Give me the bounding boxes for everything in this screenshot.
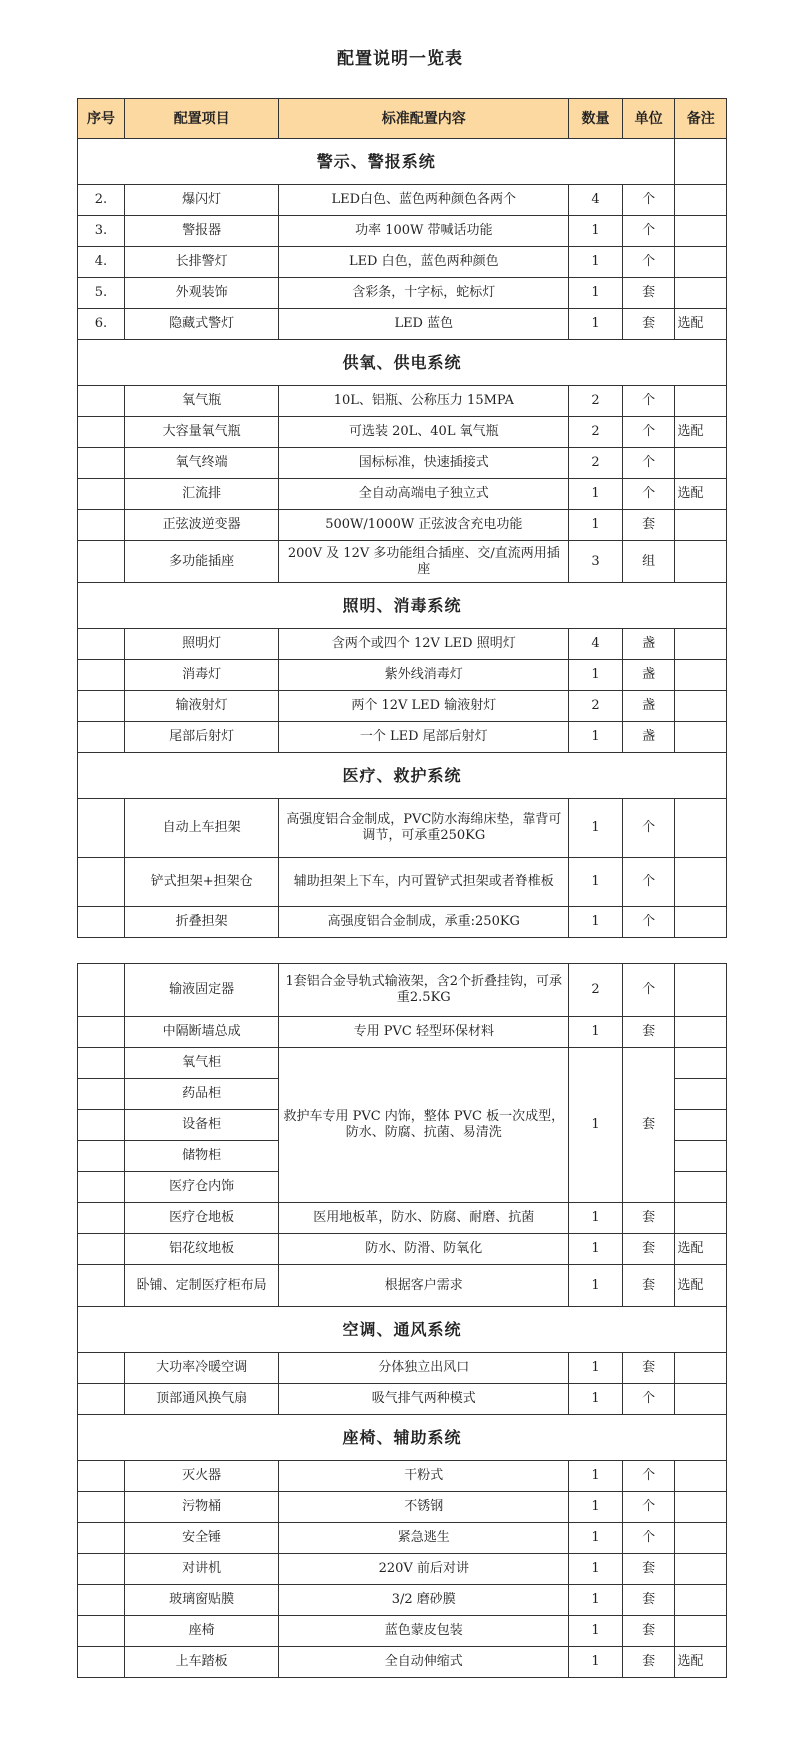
cell-content: 干粉式 bbox=[279, 1461, 569, 1492]
cell-no bbox=[78, 417, 125, 448]
cell-note bbox=[675, 1616, 727, 1647]
cell-note bbox=[675, 1384, 727, 1415]
cell-unit: 个 bbox=[622, 799, 675, 858]
cell-qty: 1 bbox=[569, 907, 623, 938]
cell-note bbox=[675, 185, 727, 216]
cell-qty: 4 bbox=[569, 185, 623, 216]
section-title: 医疗、救护系统 bbox=[78, 753, 727, 799]
cell-unit: 个 bbox=[622, 417, 675, 448]
cell-note bbox=[675, 1461, 727, 1492]
cell-item: 消毒灯 bbox=[124, 660, 278, 691]
cell-unit: 个 bbox=[622, 1523, 675, 1554]
cell-content: 分体独立出风口 bbox=[279, 1353, 569, 1384]
cell-qty: 1 bbox=[569, 1492, 623, 1523]
cell-content: 含两个或四个 12V LED 照明灯 bbox=[279, 629, 569, 660]
table-row bbox=[78, 660, 727, 691]
cell-qty: 1 bbox=[569, 1616, 623, 1647]
cell-unit: 个 bbox=[622, 386, 675, 417]
cell-qty: 3 bbox=[569, 541, 623, 583]
cell-unit-merged: 套 bbox=[622, 1048, 675, 1203]
cell-note bbox=[675, 1492, 727, 1523]
cell-content: 功率 100W 带喊话功能 bbox=[279, 216, 569, 247]
cell-item: 正弦波逆变器 bbox=[124, 510, 278, 541]
cell-item: 多功能插座 bbox=[124, 541, 278, 583]
cell-qty: 2 bbox=[569, 691, 623, 722]
cell-content: 紧急逃生 bbox=[279, 1523, 569, 1554]
cell-content: 10L、铝瓶、公称压力 15MPA bbox=[279, 386, 569, 417]
table-row bbox=[78, 309, 727, 340]
cell-no bbox=[78, 858, 125, 907]
cell-no bbox=[78, 799, 125, 858]
cell-note: 选配 bbox=[675, 1647, 727, 1678]
cell-item: 中隔断墙总成 bbox=[124, 1017, 278, 1048]
cell-no bbox=[78, 691, 125, 722]
cell-qty: 1 bbox=[569, 1203, 623, 1234]
cell-no bbox=[78, 1203, 125, 1234]
cell-no bbox=[78, 1048, 125, 1079]
cell-qty: 1 bbox=[569, 247, 623, 278]
cell-qty: 1 bbox=[569, 510, 623, 541]
cell-unit: 套 bbox=[622, 1616, 675, 1647]
cell-unit: 套 bbox=[622, 1017, 675, 1048]
header-content: 标准配置内容 bbox=[279, 99, 569, 139]
cell-content: 220V 前后对讲 bbox=[279, 1554, 569, 1585]
cell-no bbox=[78, 907, 125, 938]
table-row bbox=[78, 1384, 727, 1415]
cell-no bbox=[78, 1017, 125, 1048]
cell-item: 医疗仓地板 bbox=[124, 1203, 278, 1234]
cell-unit: 盏 bbox=[622, 660, 675, 691]
section-row bbox=[78, 583, 727, 629]
cell-content: 1套铝合金导轨式输液架，含2个折叠挂钩，可承重2.5KG bbox=[279, 964, 569, 1017]
cell-no bbox=[78, 1523, 125, 1554]
cell-note bbox=[675, 1353, 727, 1384]
cell-note bbox=[675, 510, 727, 541]
cell-no bbox=[78, 1141, 125, 1172]
cell-note bbox=[675, 907, 727, 938]
cell-no bbox=[78, 1492, 125, 1523]
cell-note bbox=[675, 216, 727, 247]
cell-item: 顶部通风换气扇 bbox=[124, 1384, 278, 1415]
cell-no bbox=[78, 386, 125, 417]
cell-qty: 1 bbox=[569, 1647, 623, 1678]
cell-unit: 套 bbox=[622, 1585, 675, 1616]
cell-item: 隐藏式警灯 bbox=[124, 309, 278, 340]
cell-no: 6. bbox=[78, 309, 125, 340]
section-row bbox=[78, 753, 727, 799]
cell-note bbox=[675, 386, 727, 417]
table-row bbox=[78, 964, 727, 1017]
cell-content: 辅助担架上下车，内可置铲式担架或者脊椎板 bbox=[279, 858, 569, 907]
cell-qty: 1 bbox=[569, 309, 623, 340]
cell-content: 专用 PVC 轻型环保材料 bbox=[279, 1017, 569, 1048]
cell-content: LED 蓝色 bbox=[279, 309, 569, 340]
cell-item: 铲式担架+担架仓 bbox=[124, 858, 278, 907]
cell-note bbox=[675, 858, 727, 907]
cell-no bbox=[78, 510, 125, 541]
cell-unit: 套 bbox=[622, 1647, 675, 1678]
cell-item: 玻璃窗贴膜 bbox=[124, 1585, 278, 1616]
cell-qty: 2 bbox=[569, 417, 623, 448]
table-row bbox=[78, 907, 727, 938]
cell-qty: 1 bbox=[569, 1554, 623, 1585]
cell-qty: 1 bbox=[569, 216, 623, 247]
cell-item: 爆闪灯 bbox=[124, 185, 278, 216]
cell-unit: 个 bbox=[622, 1492, 675, 1523]
cell-unit: 套 bbox=[622, 309, 675, 340]
cell-unit: 盏 bbox=[622, 691, 675, 722]
cell-content: 全自动伸缩式 bbox=[279, 1647, 569, 1678]
cell-unit: 套 bbox=[622, 1554, 675, 1585]
cell-qty: 1 bbox=[569, 660, 623, 691]
cell-note bbox=[675, 1141, 727, 1172]
cell-item: 药品柜 bbox=[124, 1079, 278, 1110]
table-row bbox=[78, 858, 727, 907]
cell-item: 警报器 bbox=[124, 216, 278, 247]
cell-no bbox=[78, 1234, 125, 1265]
cell-note bbox=[675, 1523, 727, 1554]
config-table-part-1 bbox=[77, 98, 727, 938]
cell-note bbox=[675, 1554, 727, 1585]
cell-content: 高强度铝合金制成，承重:250KG bbox=[279, 907, 569, 938]
cell-note: 选配 bbox=[675, 1234, 727, 1265]
cell-content: 防水、防滑、防氧化 bbox=[279, 1234, 569, 1265]
table-header-row bbox=[78, 99, 727, 139]
cell-no bbox=[78, 964, 125, 1017]
section-title: 照明、消毒系统 bbox=[78, 583, 727, 629]
cell-qty: 2 bbox=[569, 386, 623, 417]
cell-item: 自动上车担架 bbox=[124, 799, 278, 858]
cell-qty: 1 bbox=[569, 1234, 623, 1265]
cell-item: 铝花纹地板 bbox=[124, 1234, 278, 1265]
table-row bbox=[78, 1523, 727, 1554]
cell-unit: 个 bbox=[622, 858, 675, 907]
cell-qty: 1 bbox=[569, 1384, 623, 1415]
cell-no bbox=[78, 1554, 125, 1585]
cell-note bbox=[675, 1017, 727, 1048]
cell-content: 可选装 20L、40L 氧气瓶 bbox=[279, 417, 569, 448]
cell-note: 选配 bbox=[675, 309, 727, 340]
cell-note bbox=[675, 1079, 727, 1110]
cell-note bbox=[675, 799, 727, 858]
cell-item: 氧气柜 bbox=[124, 1048, 278, 1079]
cell-note bbox=[675, 660, 727, 691]
cell-qty: 1 bbox=[569, 799, 623, 858]
cell-unit: 盏 bbox=[622, 722, 675, 753]
table-row bbox=[78, 722, 727, 753]
section-title: 空调、通风系统 bbox=[78, 1307, 727, 1353]
cell-content: 两个 12V LED 输液射灯 bbox=[279, 691, 569, 722]
config-table-part-2 bbox=[77, 963, 727, 1678]
cell-note bbox=[675, 278, 727, 309]
cell-qty: 1 bbox=[569, 1523, 623, 1554]
table-row bbox=[78, 1461, 727, 1492]
header-qty: 数量 bbox=[569, 99, 623, 139]
cell-unit: 个 bbox=[622, 448, 675, 479]
section-note-cell bbox=[675, 139, 727, 185]
cell-qty: 1 bbox=[569, 1353, 623, 1384]
cell-content: 不锈钢 bbox=[279, 1492, 569, 1523]
cell-qty: 1 bbox=[569, 722, 623, 753]
table-row bbox=[78, 510, 727, 541]
cell-note: 选配 bbox=[675, 1265, 727, 1307]
table-row bbox=[78, 1234, 727, 1265]
cell-note bbox=[675, 448, 727, 479]
cell-note bbox=[675, 1048, 727, 1079]
cell-qty: 4 bbox=[569, 629, 623, 660]
cell-unit: 组 bbox=[622, 541, 675, 583]
cell-content: 吸气排气两种模式 bbox=[279, 1384, 569, 1415]
cell-no bbox=[78, 1647, 125, 1678]
cell-note: 选配 bbox=[675, 479, 727, 510]
cell-unit: 套 bbox=[622, 1203, 675, 1234]
cell-content-merged: 救护车专用 PVC 内饰，整体 PVC 板一次成型，防水、防腐、抗菌、易清洗 bbox=[279, 1048, 569, 1203]
table-row bbox=[78, 216, 727, 247]
cell-item: 污物桶 bbox=[124, 1492, 278, 1523]
table-row bbox=[78, 247, 727, 278]
cell-item: 灭火器 bbox=[124, 1461, 278, 1492]
cell-qty: 1 bbox=[569, 479, 623, 510]
cell-item: 安全锤 bbox=[124, 1523, 278, 1554]
cell-no bbox=[78, 1079, 125, 1110]
cell-unit: 盏 bbox=[622, 629, 675, 660]
cell-content: 200V 及 12V 多功能组合插座、交/直流两用插座 bbox=[279, 541, 569, 583]
cell-content: LED 白色，蓝色两种颜色 bbox=[279, 247, 569, 278]
header-note: 备注 bbox=[675, 99, 727, 139]
cell-item: 氧气终端 bbox=[124, 448, 278, 479]
cell-note bbox=[675, 722, 727, 753]
cell-unit: 套 bbox=[622, 278, 675, 309]
section-row bbox=[78, 139, 727, 185]
cell-content: LED白色、蓝色两种颜色各两个 bbox=[279, 185, 569, 216]
cell-content: 医用地板革，防水、防腐、耐磨、抗菌 bbox=[279, 1203, 569, 1234]
cell-no bbox=[78, 1585, 125, 1616]
cell-no bbox=[78, 1616, 125, 1647]
cell-unit: 个 bbox=[622, 185, 675, 216]
cell-unit: 套 bbox=[622, 510, 675, 541]
cell-item: 照明灯 bbox=[124, 629, 278, 660]
table-row bbox=[78, 417, 727, 448]
table-row bbox=[78, 1265, 727, 1307]
cell-item: 尾部后射灯 bbox=[124, 722, 278, 753]
cell-qty-merged: 1 bbox=[569, 1048, 623, 1203]
table-row bbox=[78, 1616, 727, 1647]
cell-content: 国标标准，快速插接式 bbox=[279, 448, 569, 479]
cell-item: 卧铺、定制医疗柜布局 bbox=[124, 1265, 278, 1307]
cell-qty: 1 bbox=[569, 278, 623, 309]
table-row bbox=[78, 1492, 727, 1523]
section-title: 警示、警报系统 bbox=[78, 139, 675, 185]
cell-item: 座椅 bbox=[124, 1616, 278, 1647]
cell-item: 外观装饰 bbox=[124, 278, 278, 309]
table-row bbox=[78, 386, 727, 417]
cell-item: 折叠担架 bbox=[124, 907, 278, 938]
cell-unit: 个 bbox=[622, 479, 675, 510]
cell-note bbox=[675, 629, 727, 660]
cell-no bbox=[78, 660, 125, 691]
table-row bbox=[78, 541, 727, 583]
cell-no bbox=[78, 448, 125, 479]
table-row bbox=[78, 1203, 727, 1234]
cell-content: 高强度铝合金制成，PVC防水海绵床垫，靠背可调节，可承重250KG bbox=[279, 799, 569, 858]
cell-unit: 个 bbox=[622, 216, 675, 247]
cell-content: 一个 LED 尾部后射灯 bbox=[279, 722, 569, 753]
cell-no bbox=[78, 1172, 125, 1203]
table-row bbox=[78, 1353, 727, 1384]
table-row bbox=[78, 691, 727, 722]
cell-qty: 1 bbox=[569, 1017, 623, 1048]
cell-unit: 个 bbox=[622, 964, 675, 1017]
cell-note bbox=[675, 541, 727, 583]
cell-content: 3/2 磨砂膜 bbox=[279, 1585, 569, 1616]
cell-item: 氧气瓶 bbox=[124, 386, 278, 417]
cell-item: 汇流排 bbox=[124, 479, 278, 510]
cell-qty: 1 bbox=[569, 858, 623, 907]
cell-note: 选配 bbox=[675, 417, 727, 448]
cell-qty: 2 bbox=[569, 964, 623, 1017]
cell-unit: 套 bbox=[622, 1265, 675, 1307]
cell-item: 输液射灯 bbox=[124, 691, 278, 722]
cell-unit: 个 bbox=[622, 1384, 675, 1415]
cell-note bbox=[675, 1172, 727, 1203]
cell-item: 设备柜 bbox=[124, 1110, 278, 1141]
cell-content: 根据客户需求 bbox=[279, 1265, 569, 1307]
section-title: 座椅、辅助系统 bbox=[78, 1415, 727, 1461]
cell-no: 3. bbox=[78, 216, 125, 247]
section-row bbox=[78, 1415, 727, 1461]
cell-unit: 个 bbox=[622, 247, 675, 278]
header-unit: 单位 bbox=[622, 99, 675, 139]
cell-unit: 套 bbox=[622, 1353, 675, 1384]
cell-item: 医疗仓内饰 bbox=[124, 1172, 278, 1203]
cell-unit: 套 bbox=[622, 1234, 675, 1265]
cell-no: 4. bbox=[78, 247, 125, 278]
cell-no: 5. bbox=[78, 278, 125, 309]
table-row bbox=[78, 185, 727, 216]
section-title: 供氧、供电系统 bbox=[78, 340, 727, 386]
cell-no bbox=[78, 1384, 125, 1415]
cell-note bbox=[675, 1203, 727, 1234]
table-row bbox=[78, 799, 727, 858]
section-row bbox=[78, 1307, 727, 1353]
cell-item: 长排警灯 bbox=[124, 247, 278, 278]
cell-content: 全自动高端电子独立式 bbox=[279, 479, 569, 510]
cell-no bbox=[78, 722, 125, 753]
cell-content: 500W/1000W 正弦波含充电功能 bbox=[279, 510, 569, 541]
cell-no bbox=[78, 1353, 125, 1384]
cell-qty: 1 bbox=[569, 1585, 623, 1616]
cell-no bbox=[78, 541, 125, 583]
header-no: 序号 bbox=[78, 99, 125, 139]
table-row bbox=[78, 1554, 727, 1585]
cell-unit: 个 bbox=[622, 907, 675, 938]
cell-note bbox=[675, 964, 727, 1017]
table-row bbox=[78, 1647, 727, 1678]
cell-note bbox=[675, 691, 727, 722]
cell-qty: 1 bbox=[569, 1461, 623, 1492]
table-row bbox=[78, 1017, 727, 1048]
cell-item: 上车踏板 bbox=[124, 1647, 278, 1678]
cell-qty: 1 bbox=[569, 1265, 623, 1307]
cell-unit: 个 bbox=[622, 1461, 675, 1492]
cell-no bbox=[78, 1265, 125, 1307]
cell-no bbox=[78, 1110, 125, 1141]
cell-content: 蓝色蒙皮包装 bbox=[279, 1616, 569, 1647]
cell-no bbox=[78, 629, 125, 660]
table-row bbox=[78, 1585, 727, 1616]
cell-item: 输液固定器 bbox=[124, 964, 278, 1017]
cell-no bbox=[78, 1461, 125, 1492]
cell-item: 大功率冷暖空调 bbox=[124, 1353, 278, 1384]
table-row bbox=[78, 448, 727, 479]
cell-item: 大容量氧气瓶 bbox=[124, 417, 278, 448]
cell-content: 含彩条，十字标，蛇标灯 bbox=[279, 278, 569, 309]
header-item: 配置项目 bbox=[124, 99, 278, 139]
table-row bbox=[78, 278, 727, 309]
cell-note bbox=[675, 1585, 727, 1616]
cell-note bbox=[675, 247, 727, 278]
table-row bbox=[78, 479, 727, 510]
cell-content: 紫外线消毒灯 bbox=[279, 660, 569, 691]
cell-item: 储物柜 bbox=[124, 1141, 278, 1172]
section-row bbox=[78, 340, 727, 386]
cell-item: 对讲机 bbox=[124, 1554, 278, 1585]
cell-note bbox=[675, 1110, 727, 1141]
table-row bbox=[78, 1048, 727, 1079]
page-title: 配置说明一览表 bbox=[337, 49, 463, 69]
cell-qty: 2 bbox=[569, 448, 623, 479]
cell-no: 2. bbox=[78, 185, 125, 216]
table-row bbox=[78, 629, 727, 660]
cell-no bbox=[78, 479, 125, 510]
